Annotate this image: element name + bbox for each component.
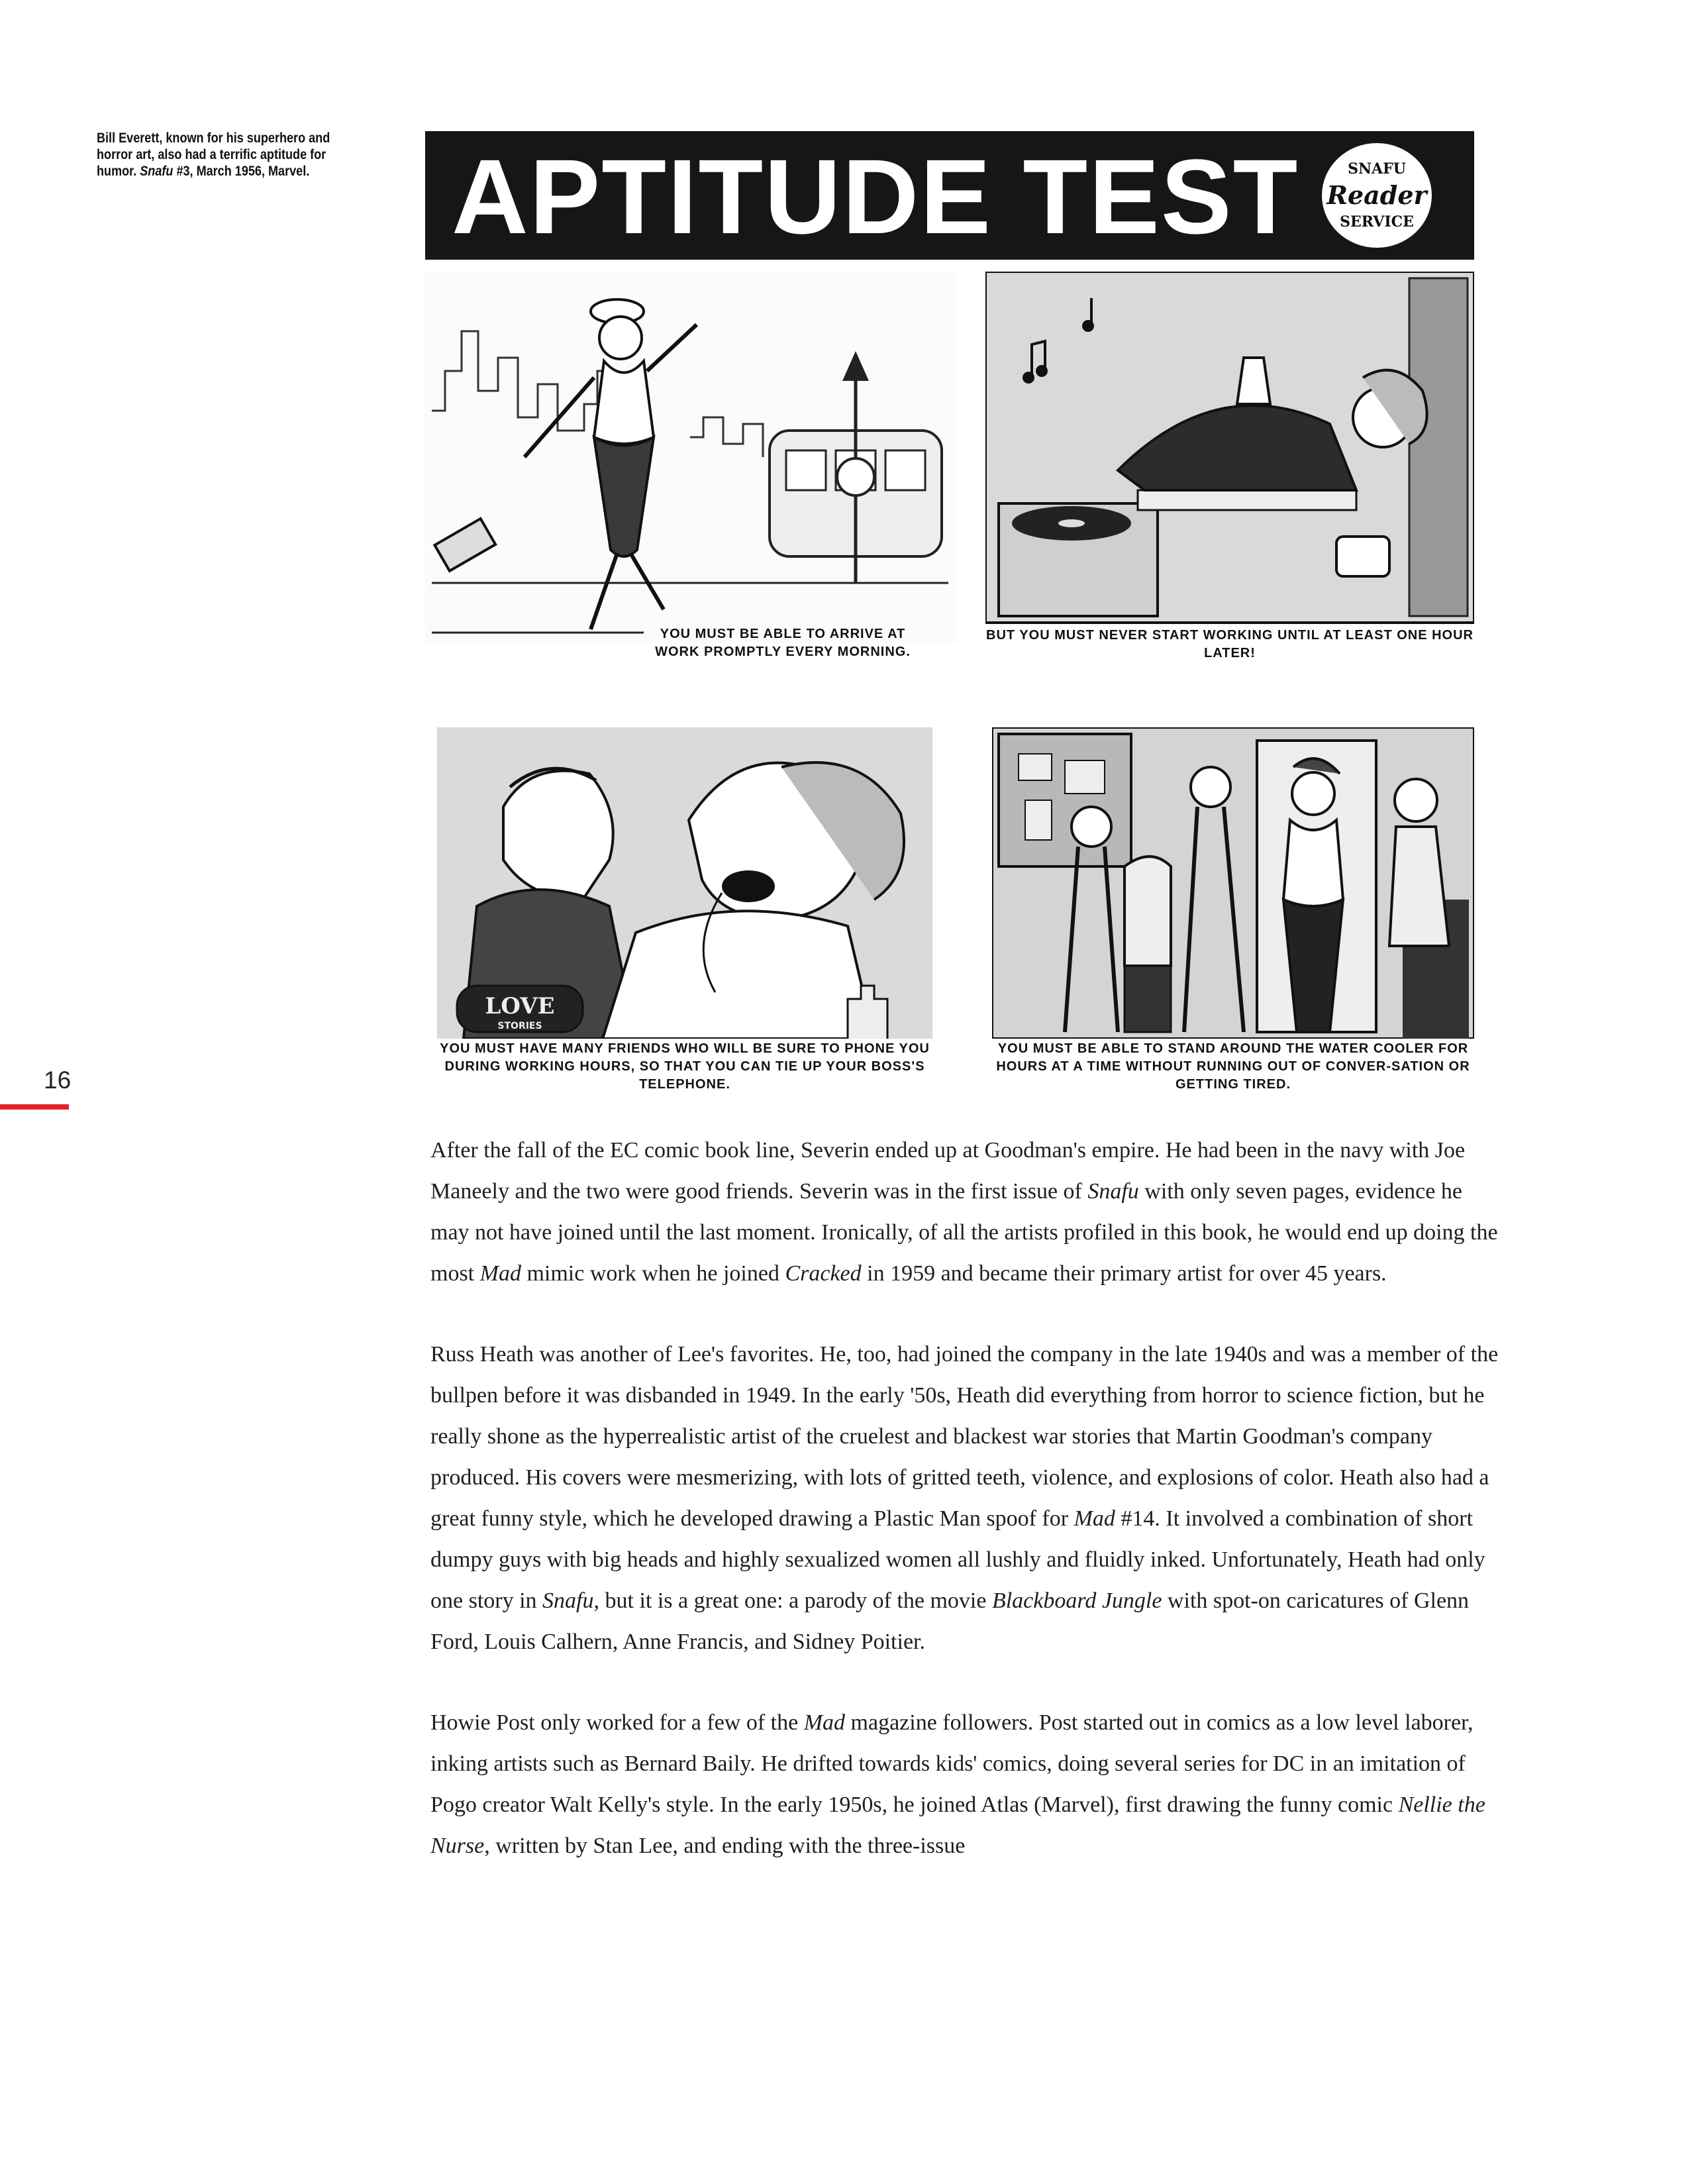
p1-text-3: mimic work when he joined (521, 1261, 785, 1286)
p3-italic-2: Nellie the Nurse (430, 1793, 1485, 1858)
figure-caption (97, 130, 342, 180)
caption-text: Bill Everett, known for his superhero and horror art, also had a terrific aptitude for humor. (97, 130, 330, 179)
caption-title: Snafu (140, 164, 174, 179)
panel-2-illustration (985, 272, 1474, 643)
p3-text-3: , written by Stan Lee, and ending with the three-issue (484, 1834, 966, 1858)
panel-2-caption: BUT YOU MUST NEVER START WORKING UNTIL AT LEAST ONE HOUR LATER! (986, 628, 1474, 660)
comic-title: APTITUDE TEST (452, 137, 1299, 256)
comic-panel-4 (992, 727, 1474, 1098)
comic-title-banner (425, 131, 1474, 260)
paragraph-2 (430, 1334, 1503, 1663)
comic-panel-1 (425, 272, 958, 659)
paragraph-3 (430, 1702, 1503, 1867)
panel-1-caption: YOU MUST BE ABLE TO ARRIVE AT WORK PROMPTLY EVERY MORNING. (655, 627, 911, 659)
comic-panel-2 (985, 272, 1474, 660)
p2-text-4: with spot-on caricatures of Glenn Ford, Louis Calhern, Anne Francis, and Sidney Poitier. (430, 1588, 1470, 1654)
badge-line-1: SNAFU (1348, 160, 1406, 178)
badge-line-2: Reader (1326, 180, 1427, 210)
paragraph-1 (430, 1130, 1503, 1294)
article-body (430, 1130, 1503, 1906)
p2-italic-1: Mad (1074, 1506, 1115, 1531)
p3-text-1: Howie Post only worked for a few of the (430, 1710, 804, 1735)
p1-text-1: After the fall of the EC comic book line, Severin ended up at Goodman's empire. He had been in the navy with Joe Maneely and the two were good friends. Severin was in the first issue of (430, 1138, 1466, 1204)
p1-italic-2: Mad (479, 1261, 521, 1286)
p1-text-2: with only seven pages, evidence he may not have joined until the last moment. Ironically, of all the artists profiled in this book, he would end up doing the most (430, 1179, 1498, 1286)
p2-italic-2: Snafu (542, 1588, 594, 1613)
love-sign-text: LOVE (485, 993, 555, 1019)
caption-issue: #3, March 1956, Marvel. (176, 164, 310, 179)
panel-3-illustration (437, 727, 932, 1039)
stories-sign-text: STORIES (497, 1021, 542, 1031)
panel-1-illustration (425, 272, 958, 643)
page-number-rule (0, 1104, 69, 1110)
comic-page (425, 131, 1474, 1098)
panel-4-illustration (992, 727, 1474, 1039)
comic-panel-3 (437, 727, 932, 1098)
p2-text-2: #14. It involved a combination of short dumpy guys with big heads and highly sexualized women all lushly and fluidly inked. Unfortunately, Heath had only one story in (430, 1506, 1485, 1613)
p3-italic-1: Mad (803, 1710, 846, 1735)
p1-italic-1: Snafu (1087, 1179, 1139, 1204)
badge-line-3: SERVICE (1340, 213, 1414, 231)
p2-text-3: , but it is a great one: a parody of the movie (593, 1588, 992, 1613)
p2-text-1: Russ Heath was another of Lee's favorites. He, too, had joined the company in the late 1940s and was a member of the bullpen before it was disbanded in 1949. In the early '50s, Heath did everything from horror to science fiction, but he really shone as the hyperrealistic artist of the cruelest and blackest war stories that Martin Goodman's company produced. His covers were mesmerizing, with lots of gritted teeth, violence, and explosions of color. Heath also had a great funny style, which he developed drawing a Plastic Man spoof for (430, 1342, 1499, 1531)
p3-text-2: magazine followers. Post started out in comics as a low level laborer, inking artists such as Bernard Baily. He drifted towards kids' comics, doing several series for DC in an imitation of Pogo creator Walt Kelly's style. In the early 1950s, he joined Atlas (Marvel), first drawing the funny comic (430, 1710, 1474, 1817)
p2-italic-3: Blackboard Jungle (991, 1588, 1162, 1613)
page-number: 16 (44, 1066, 72, 1094)
panel-4-caption: YOU MUST BE ABLE TO STAND AROUND THE WATER COOLER FOR HOURS AT A TIME WITHOUT RUNNING OUT OF CONVER-SATION OR GETTING TIRED. (996, 1041, 1470, 1092)
p1-italic-3: Cracked (785, 1261, 862, 1286)
panel-3-caption: YOU MUST HAVE MANY FRIENDS WHO WILL BE SURE TO PHONE YOU DURING WORKING HOURS, SO THAT YOU CAN TIE UP YOUR BOSS'S TELEPHONE. (440, 1041, 930, 1092)
reader-service-badge (1322, 143, 1432, 248)
p1-text-4: in 1959 and became their primary artist for over 45 years. (861, 1261, 1387, 1286)
